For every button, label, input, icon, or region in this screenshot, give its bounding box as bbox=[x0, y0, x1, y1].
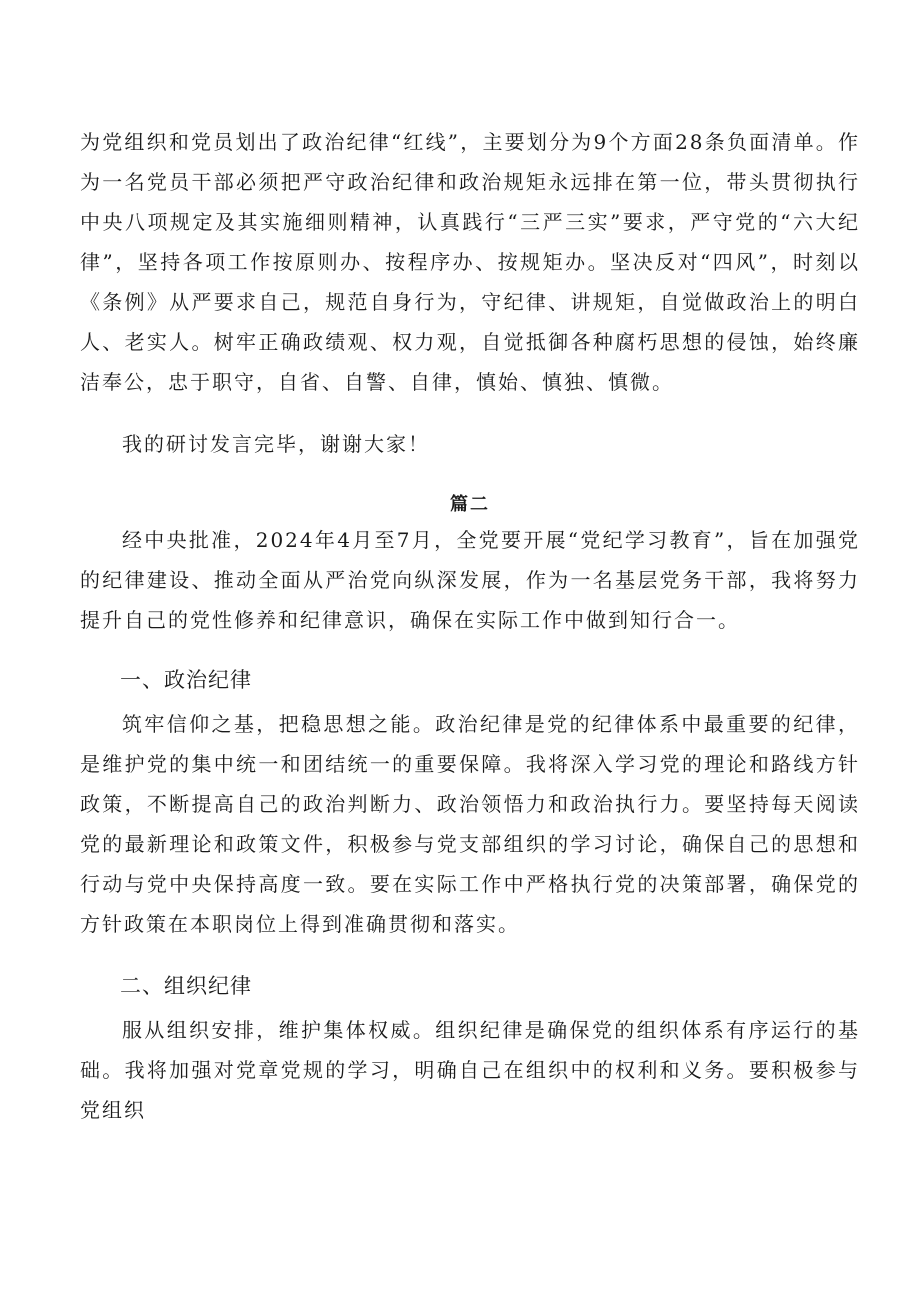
heading-organizational-discipline: 二、组织纪律 bbox=[120, 974, 252, 998]
section-title: 篇二 bbox=[450, 494, 490, 515]
heading-political-discipline: 一、政治纪律 bbox=[120, 668, 252, 692]
political-discipline-paragraph: 筑牢信仰之基，把稳思想之能。政治纪律是党的纪律体系中最重要的纪律，是维护党的集中统一和团结统一的重要保障。我将深入学习党的理论和路线方针政策，不断提高自己的政治判断力、政治领悟力和政治执行力。要坚持每天阅读党的最新理论和政策文件，积极参与党支部组织的学习讨论，确保自己的思想和行动与党中央保持高度一致。要在实际工作中严格执行党的决策部署，确保党的方针政策在本职岗位上得到准确贯彻和落实。 bbox=[80, 712, 860, 936]
document-body bbox=[80, 122, 860, 1130]
intro-paragraph: 为党组织和党员划出了政治纪律“红线”，主要划分为9个方面28条负面清单。作为一名党员干部必须把严守政治纪律和政治规矩永远排在第一位，带头贯彻执行中央八项规定及其实施细则精神，认真践行“三严三实”要求，严守党的“六大纪律”，坚持各项工作按原则办、按程序办、按规矩办。坚决反对“四风”，时刻以《条例》从严要求自己，规范自身行为，守纪律、讲规矩，自觉做政治上的明白人、老实人。树牢正确政绩观、权力观，自觉抵御各种腐朽思想的侵蚀，始终廉洁奉公，忠于职守，自省、自警、自律，慎始、慎独、慎微。 bbox=[80, 130, 860, 394]
closing-remark: 我的研讨发言完毕，谢谢大家！ bbox=[122, 432, 430, 456]
section-intro-paragraph: 经中央批准，2024年4月至7月，全党要开展“党纪学习教育”，旨在加强党的纪律建设、推动全面从严治党向纵深发展，作为一名基层党务干部，我将努力提升自己的党性修养和纪律意识，确保在实际工作中做到知行合一。 bbox=[80, 528, 860, 632]
organizational-discipline-paragraph: 服从组织安排，维护集体权威。组织纪律是确保党的组织体系有序运行的基础。我将加强对党章党规的学习，明确自己在组织中的权利和义务。要积极参与党组织 bbox=[80, 1018, 860, 1122]
